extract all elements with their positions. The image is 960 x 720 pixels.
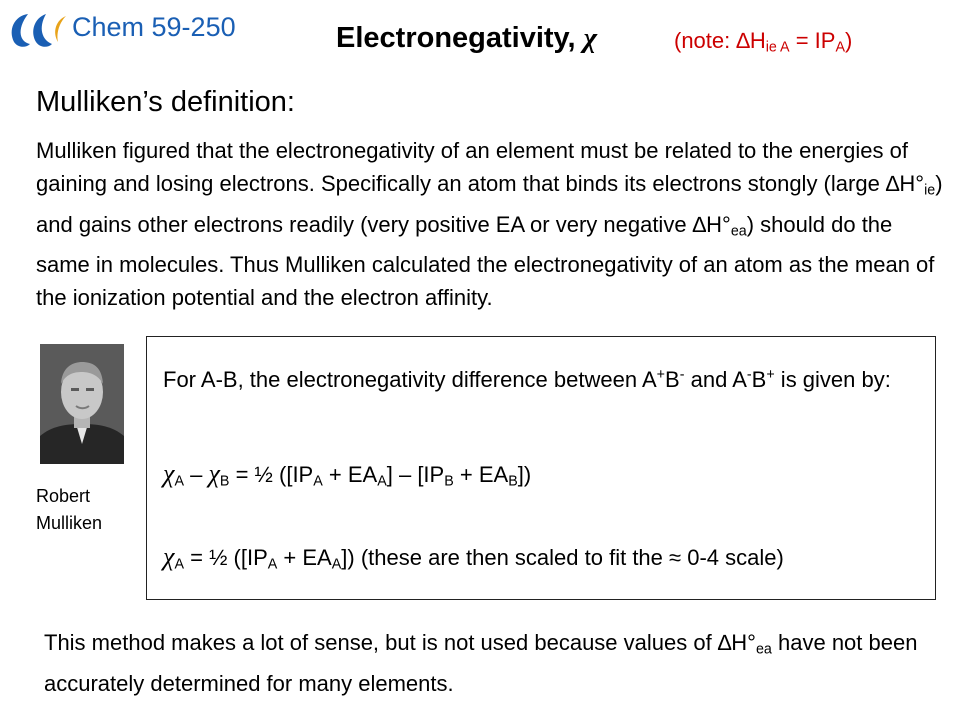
chi-symbol: χ (208, 459, 220, 488)
university-logo-icon (6, 10, 70, 50)
paragraph-text: ) and gains other electrons readily (very positive EA or very negative ∆H° (36, 171, 943, 237)
eq-subscript: A (174, 556, 184, 573)
footer-paragraph (44, 626, 944, 700)
eq-subscript: A (267, 556, 278, 573)
eq-subscript: B (219, 473, 230, 490)
eq-subscript: B (444, 473, 454, 490)
eq-text: + EA (277, 545, 332, 570)
title-text: Electronegativity, (336, 22, 576, 54)
note-subscript: ie A (765, 39, 790, 56)
paragraph-text: Mulliken figured that the electronegativity of an element must be related to the energies of gaining and losing electrons. Specifically an atom that binds its electrons stongly (large ∆H° (36, 138, 925, 196)
eq-subscript: A (331, 556, 342, 573)
eq-text: = ½ ([IP (184, 545, 268, 570)
intro-text: B (751, 366, 767, 392)
slide-title (336, 22, 597, 55)
intro-text: For A-B, the electronegativity difference between A (163, 366, 657, 392)
chi-symbol: χ (163, 459, 175, 488)
eq-text: 0-4 scale) (681, 545, 784, 570)
footer-text: This method makes a lot of sense, but is not used because values of ∆H° (44, 630, 756, 655)
mulliken-equation (163, 542, 784, 573)
intro-text: and A (684, 366, 747, 392)
eq-subscript: B (508, 473, 518, 490)
intro-text: is given by: (774, 366, 891, 392)
eq-text: + EA (322, 462, 378, 487)
chi-symbol: χ (583, 22, 598, 54)
eq-text: ] – [IP (386, 462, 445, 487)
intro-text: B (665, 366, 680, 392)
caption-line: Mulliken (36, 513, 103, 533)
note-text: ) (844, 28, 853, 53)
chi-symbol: χ (163, 542, 175, 571)
eq-text: ]) (517, 462, 532, 487)
paragraph-subscript: ie (924, 182, 936, 199)
box-intro (163, 360, 923, 395)
equation-box (146, 336, 936, 600)
eq-text: = ½ ([IP (229, 462, 314, 487)
paragraph-text: ) should do the same in molecules. Thus Mulliken calculated the electronegativity of an atom as the mean of the ionization potential and the electron affinity. (36, 211, 935, 311)
paragraph-subscript: ea (730, 223, 747, 240)
eq-text: ]) (these are then scaled to fit the (341, 545, 670, 570)
eq-subscript: A (313, 473, 323, 490)
body-paragraph (36, 134, 952, 314)
charge-superscript: + (656, 367, 666, 383)
caption-line: Robert (36, 486, 91, 506)
approx-symbol: ≈ (669, 545, 682, 570)
course-code: Chem 59-250 (72, 12, 236, 42)
footer-subscript: ea (755, 641, 772, 658)
header-note (674, 28, 852, 56)
eq-text: – (184, 462, 209, 487)
footer-text: have not been accurately determined for many elements. (44, 630, 918, 696)
charge-superscript: + (766, 367, 775, 383)
mulliken-portrait (40, 344, 124, 464)
note-subscript: A (835, 39, 845, 56)
difference-equation (163, 459, 531, 490)
note-text: = IP (789, 28, 836, 53)
eq-text: + EA (453, 462, 509, 487)
charge-superscript: - (746, 367, 752, 383)
eq-subscript: A (377, 473, 387, 490)
note-text: (note: ∆H (674, 28, 766, 53)
portrait-caption (36, 483, 102, 537)
eq-subscript: A (174, 473, 184, 490)
charge-superscript: - (679, 367, 685, 383)
section-heading: Mulliken’s definition: (36, 86, 295, 118)
